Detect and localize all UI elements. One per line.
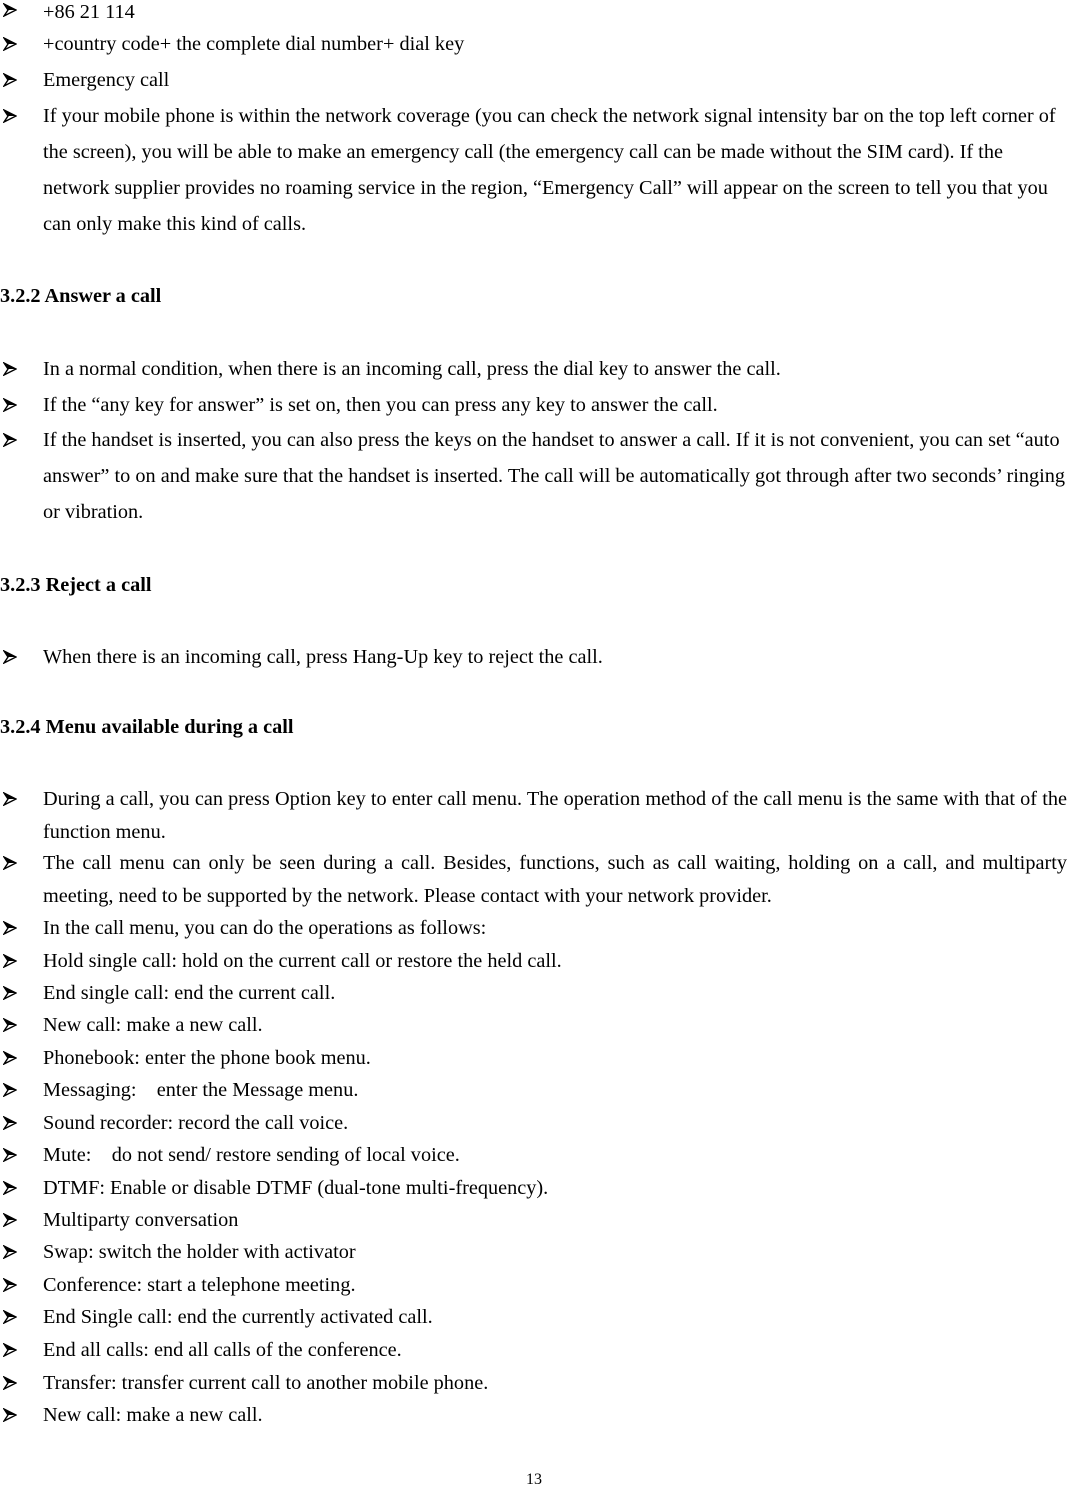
section-heading-answer: 3.2.2 Answer a call	[0, 285, 162, 307]
list-item-text: During a call, you can press Option key to enter call menu. The operation method of the call menu is the same with that of the function menu.	[43, 788, 1067, 843]
list-item-text: End single call: end the current call.	[43, 982, 336, 1004]
arrow-bullet-icon	[3, 37, 17, 59]
list-item-text: DTMF: Enable or disable DTMF (dual-tone multi-frequency).	[43, 1177, 549, 1199]
arrow-bullet-icon	[3, 1018, 17, 1040]
list-item-text: +country code+ the complete dial number+ dial key	[43, 33, 465, 55]
list-item-text: Multiparty conversation	[43, 1209, 239, 1231]
arrow-bullet-icon	[3, 650, 17, 672]
list-item-text: Conference: start a telephone meeting.	[43, 1274, 356, 1296]
arrow-bullet-icon	[3, 1343, 17, 1365]
list-item-text: Emergency call	[43, 69, 170, 91]
list-item-text: In a normal condition, when there is an incoming call, press the dial key to answer the call.	[43, 358, 781, 380]
list-item-text: Phonebook: enter the phone book menu.	[43, 1047, 371, 1069]
list-item-text: Sound recorder: record the call voice.	[43, 1112, 349, 1134]
arrow-bullet-icon	[3, 1181, 17, 1203]
arrow-bullet-icon	[3, 954, 17, 976]
list-item-text: Hold single call: hold on the current call or restore the held call.	[43, 950, 562, 972]
arrow-bullet-icon	[3, 1376, 17, 1398]
section-heading-menu: 3.2.4 Menu available during a call	[0, 716, 294, 738]
arrow-bullet-icon	[3, 1278, 17, 1300]
list-item-text: If your mobile phone is within the network coverage (you can check the network signal intensity bar on the top left corner of the screen), you will be able to make an emergency call (the emergency call can be made without the SIM card). If the network supplier provides no roaming service in the region, “Emergency Call” will appear on the screen to tell you that you can only make this kind of calls.	[43, 105, 1056, 235]
arrow-bullet-icon	[3, 1051, 17, 1073]
list-item-text: New call: make a new call.	[43, 1404, 263, 1426]
list-item-text: End Single call: end the currently activated call.	[43, 1306, 433, 1328]
arrow-bullet-icon	[3, 362, 17, 384]
arrow-bullet-icon	[3, 1213, 17, 1235]
list-item-text: Mute: do not send/ restore sending of local voice.	[43, 1144, 460, 1166]
section-heading-reject: 3.2.3 Reject a call	[0, 574, 152, 596]
list-item-text: When there is an incoming call, press Hang-Up key to reject the call.	[43, 646, 603, 668]
arrow-bullet-icon	[3, 1116, 17, 1138]
arrow-bullet-icon	[3, 856, 17, 878]
arrow-bullet-icon	[3, 1083, 17, 1105]
arrow-bullet-icon	[3, 109, 17, 131]
list-item-text: The call menu can only be seen during a call. Besides, functions, such as call waiting, holding on a call, and multiparty meeting, need to be supported by the network. Please contact with your network provider.	[43, 852, 1067, 907]
list-item-text: If the “any key for answer” is set on, then you can press any key to answer the call.	[43, 394, 718, 416]
list-item-text: If the handset is inserted, you can also press the keys on the handset to answer a call. If it is not convenient, you can set “auto answer” to on and make sure that the handset is inserted. The call will be automatically got through after two seconds’ ringing or vibration.	[43, 429, 1066, 523]
list-item-text: New call: make a new call.	[43, 1014, 263, 1036]
list-item-text: In the call menu, you can do the operations as follows:	[43, 917, 487, 939]
arrow-bullet-icon	[3, 1245, 17, 1267]
arrow-bullet-icon	[3, 398, 17, 420]
arrow-bullet-icon	[3, 1310, 17, 1332]
arrow-bullet-icon	[3, 921, 17, 943]
page-number: 13	[526, 1471, 542, 1488]
list-item-text: Swap: switch the holder with activator	[43, 1241, 356, 1263]
list-item-text: +86 21 114	[43, 1, 135, 23]
arrow-bullet-icon	[3, 73, 17, 95]
arrow-bullet-icon	[3, 986, 17, 1008]
arrow-bullet-icon	[3, 3, 17, 25]
list-item-text: Transfer: transfer current call to another mobile phone.	[43, 1372, 489, 1394]
arrow-bullet-icon	[3, 792, 17, 814]
list-item-text: End all calls: end all calls of the conference.	[43, 1339, 402, 1361]
arrow-bullet-icon	[3, 1148, 17, 1170]
arrow-bullet-icon	[3, 1408, 17, 1430]
arrow-bullet-icon	[3, 433, 17, 455]
list-item-text: Messaging: enter the Message menu.	[43, 1079, 359, 1101]
